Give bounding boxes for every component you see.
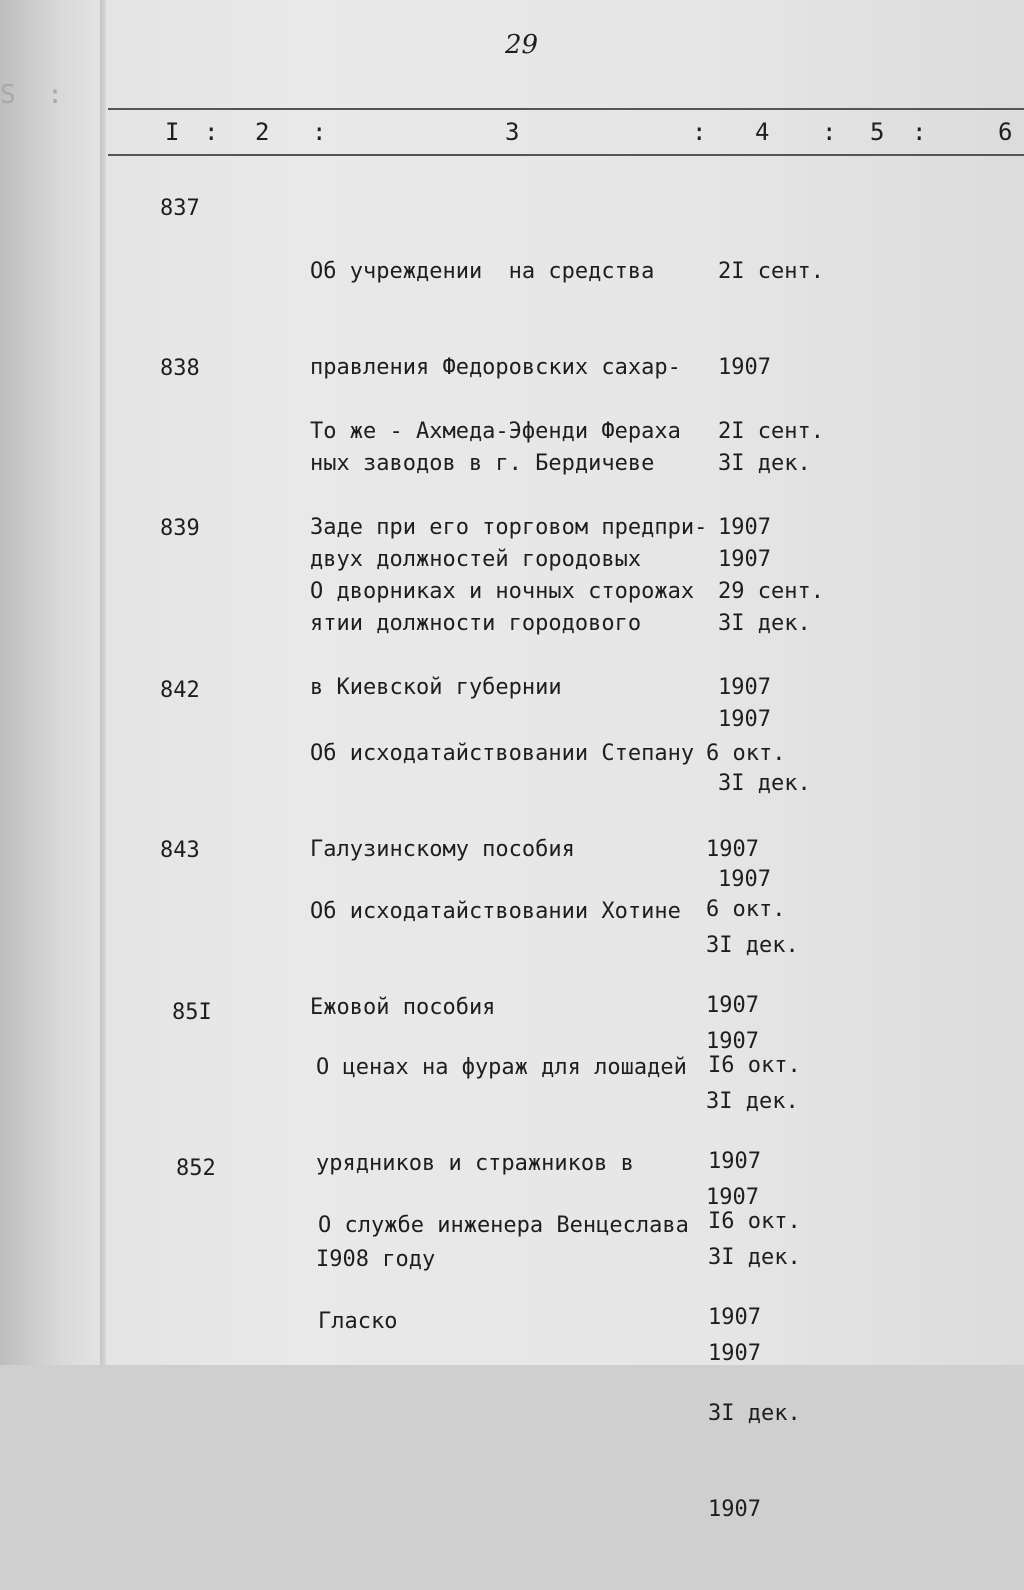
case-description: Об исходатайствовании Степану Галузинскому пособия [310,741,695,862]
column-separator: : [822,118,837,146]
case-description: Об исходатайствовании Хотине Ежовой пособия [310,899,681,1020]
case-description: То же - Ахмеда-Эфенди Фераха Заде при его торговом предпри- ятии должности городового [310,419,708,636]
column-header-4: 4 [755,118,770,146]
page-fold-shadow [100,0,106,1365]
previous-page-header: S : [0,80,71,110]
case-number: 837 [160,196,200,221]
case-dates: 29 сент. 1907 3I дек. 1907 [718,579,824,892]
column-header-6: 6 [998,118,1013,146]
case-number: 843 [160,838,200,863]
case-dates: I6 окт. 1907 3I дек. 1907 [708,1053,801,1366]
column-header-5: 5 [870,118,885,146]
column-header-2: 2 [255,118,270,146]
case-number: 85I [172,1000,212,1025]
case-dates: 6 окт. 1907 3I дек. 1907 [706,741,799,1054]
column-separator: : [912,118,927,146]
case-description: О ценах на фураж для лошадей урядников и стражников в I908 году [316,1055,687,1272]
case-dates: 2I сент. 1907 3I дек. 1907 [718,419,824,732]
case-number: 839 [160,516,200,541]
column-header-3: 3 [505,118,520,146]
case-dates: 2I сент. 1907 3I дек. 1907 [718,259,824,572]
column-separator: : [692,118,707,146]
case-dates: I6 окт. 1907 3I дек. 1907 [708,1209,801,1522]
case-description: О дворниках и ночных сторожах в Киевской губернии [310,579,695,700]
case-number: 842 [160,678,200,703]
case-number: 852 [176,1156,216,1181]
case-description: Об учреждении на средства правления Федоровских сахар- ных заводов в г. Бердичеве двух должностей городовых [310,259,681,572]
case-number: 838 [160,356,200,381]
column-separator: : [312,118,327,146]
column-header-1: I [165,118,180,146]
header-rule-bottom [108,154,1024,156]
column-separator: : [204,118,219,146]
case-description: О службе инженера Венцеслава Гласко [318,1213,689,1334]
case-dates: 6 окт. 1907 3I дек. 1907 [706,897,799,1210]
header-rule-top [108,108,1024,110]
page-number: 29 [505,30,539,60]
